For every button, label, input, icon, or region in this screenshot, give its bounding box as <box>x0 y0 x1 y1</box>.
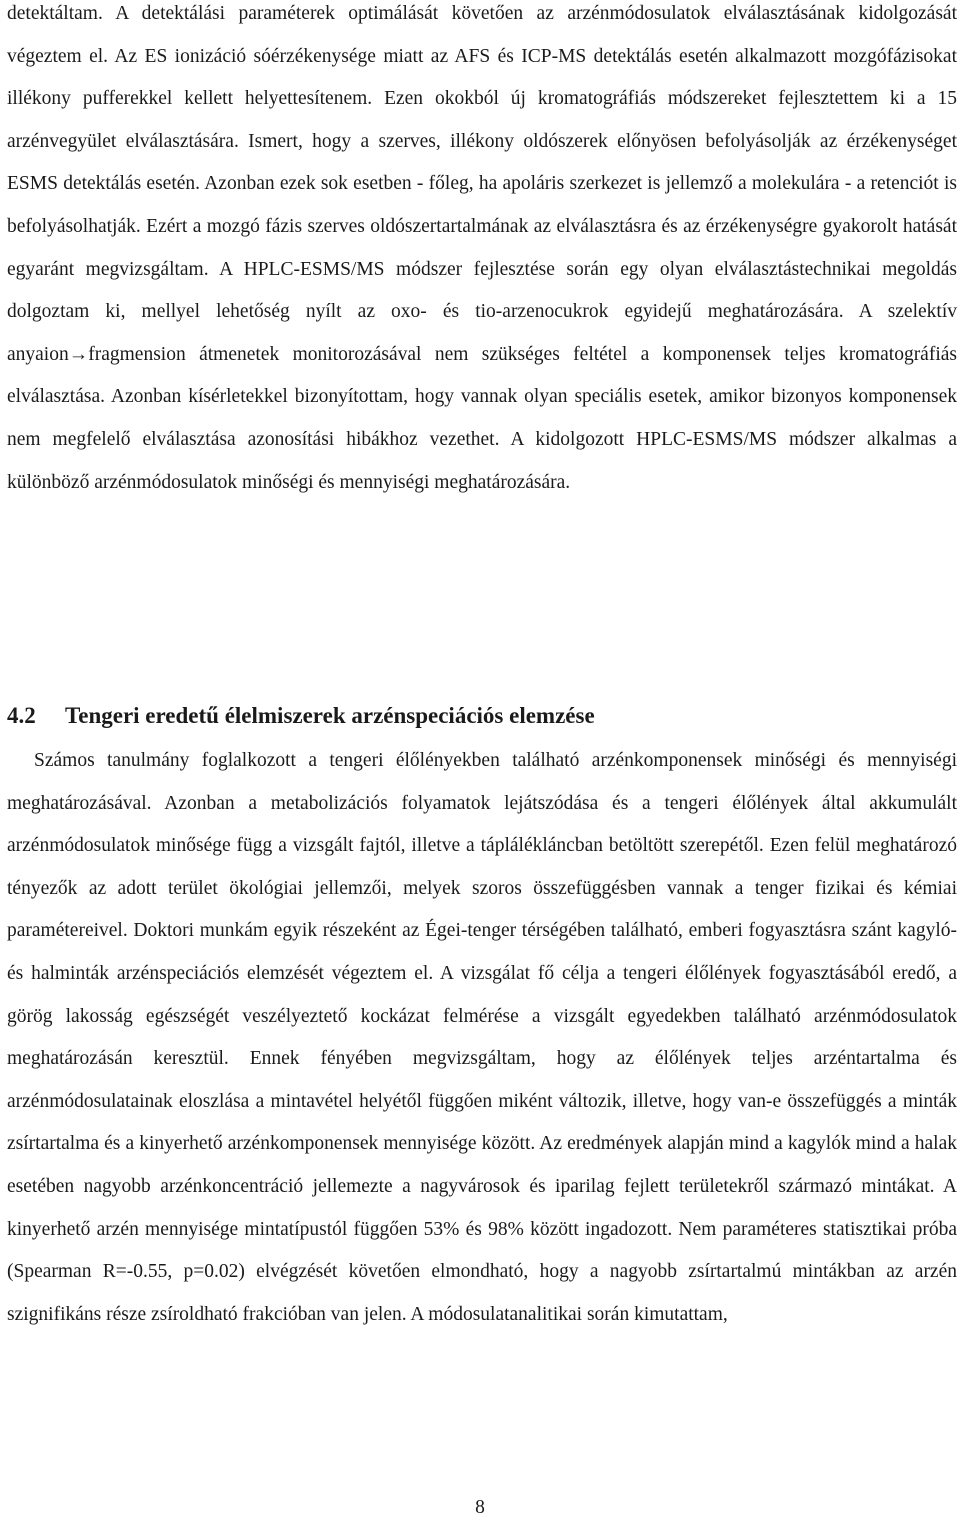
section-heading <box>7 696 595 736</box>
body-paragraph: detektáltam. A detektálási paraméterek optimálását követően az arzénmódosulatok elválasztásának kidolgozását végeztem el. Az ES ionizáció sóérzékenysége miatt az AFS és ICP-MS detektálás esetén alkalmazott mozgófázisokat illékony pufferekkel kellett helyettesítenem. Ezen okokból új kromatográfiás módszereket fejlesztettem ki a 15 arzénvegyület elválasztására. Ismert, hogy a szerves, illékony oldószerek előnyösen befolyásolják az érzékenységet ESMS detektálás esetén. Azonban ezek sok esetben - főleg, ha apoláris szerkezet is jellemző a molekulára - a retenciót is befolyásolhatják. Ezért a mozgó fázis szerves oldószertartalmának az elválasztásra és az érzékenységre gyakorolt hatását egyaránt megvizsgáltam. A HPLC-ESMS/MS módszer fejlesztése során egy olyan elválasztástechnikai megoldás dolgoztam ki, mellyel lehetőség nyílt az oxo- és tio-arzenocukrok egyidejű meghatározására. A szelektív anyaion→fragmension átmenetek monitorozásával nem szükséges feltétel a komponensek teljes kromatográfiás elválasztása. Azonban kísérletekkel bizonyítottam, hogy vannak olyan speciális esetek, amikor bizonyos komponensek nem megfelelő elválasztása azonosítási hibákhoz vezethet. A kidolgozott HPLC-ESMS/MS módszer alkalmas a különböző arzénmódosulatok minőségi és mennyiségi meghatározására. <box>7 3 957 493</box>
section-number: 4.2 <box>7 703 36 728</box>
section-title: Tengeri eredetű élelmiszerek arzénspeciációs elemzése <box>65 703 595 728</box>
page-number: 8 <box>475 1497 485 1518</box>
body-paragraph: Számos tanulmány foglalkozott a tengeri élőlényekben található arzénkomponensek minőségi és mennyiségi meghatározásával. Azonban a metabolizációs folyamatok lejátszódása és a tengeri élőlények által akkumulált arzénmódosulatok minősége függ a vizsgált fajtól, illetve a táplálékláncban betöltött szerepétől. Ezen felül meghatározó tényezők az adott terület ökológiai jellemzői, melyek szoros összefüggésben vannak a tenger fizikai és kémiai paramétereivel. Doktori munkám egyik részeként az Égei-tenger térségében található, emberi fogyasztásra szánt kagyló- és halminták arzénspeciációs elemzését végeztem el. A vizsgálat fő célja a tengeri élőlények fogyasztásából eredő, a görög lakosság egészségét veszélyeztető kockázat felmérése a vizsgált egyedekben található arzénmódosulatok meghatározásán keresztül. Ennek fényében megvizsgáltam, hogy az élőlények teljes arzéntartalma és arzénmódosulatainak eloszlása a mintavétel helyétől függően miként változik, illetve, hogy van-e összefüggés a minták zsírtartalma és a kinyerhető arzénkomponensek mennyisége között. Az eredmények alapján mind a kagylók mind a halak esetében nagyobb arzénkoncentráció jellemezte a nagyvárosok és iparilag fejlett területekről származó mintákat. A kinyerhető arzén mennyisége mintatípustól függően 53% és 98% között ingadozott. Nem paraméteres statisztikai próba (Spearman R=-0.55, p=0.02) elvégzését követően elmondható, hogy a nagyobb zsírtartalmú mintákban az arzén szignifikáns része zsíroldható frakcióban van jelen. A módosulatanalitikai során kimutattam, <box>7 750 957 1325</box>
